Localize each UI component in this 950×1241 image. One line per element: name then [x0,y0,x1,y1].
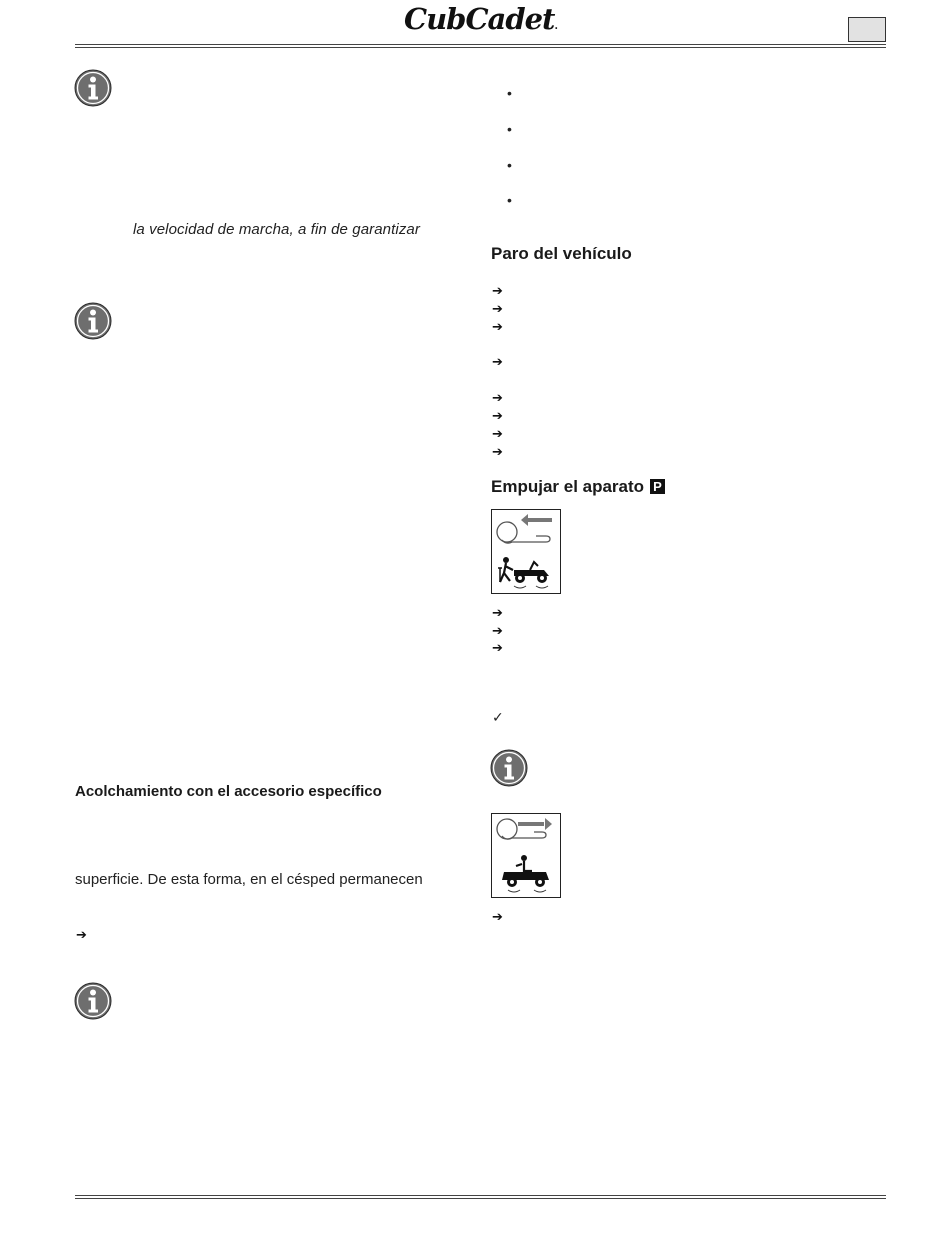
arrow-bullet: ➔ [492,283,503,298]
arrow-bullet: ➔ [492,354,503,369]
check-mark: ✓ [492,709,504,725]
arrow-bullet: ➔ [76,927,87,942]
body-text-line: superficie. De esta forma, en el césped permanecen [75,871,423,888]
arrow-bullet: ➔ [492,605,503,620]
list-bullet: • [507,192,512,208]
arrow-bullet: ➔ [492,623,503,638]
heading-push-machine [491,477,665,497]
arrow-bullet: ➔ [492,301,503,316]
parking-badge: P [650,479,665,494]
arrow-bullet: ➔ [492,909,503,924]
info-icon [74,982,112,1020]
info-icon [74,302,112,340]
header-rule [75,44,886,45]
heading-stop-vehicle: Paro del vehículo [491,244,632,263]
list-bullet: • [507,85,512,101]
arrow-bullet: ➔ [492,426,503,441]
brand-logo-text: CubCadet [404,2,555,36]
info-icon [490,749,528,787]
arrow-bullet: ➔ [492,319,503,334]
language-tab-box [848,17,886,42]
arrow-bullet: ➔ [492,390,503,405]
brand-logo [404,2,557,36]
heading-push-text: Empujar el aparato [491,477,645,496]
italic-text-line: la velocidad de marcha, a fin de garantizar [133,221,420,238]
push-mower-pictogram [491,509,561,594]
heading-mulching: Acolchamiento con el accesorio específico [75,783,382,800]
arrow-bullet: ➔ [492,408,503,423]
footer-rule-secondary [75,1198,886,1199]
drive-mower-pictogram [491,813,561,898]
info-icon [74,69,112,107]
footer-rule [75,1195,886,1196]
arrow-bullet: ➔ [492,444,503,459]
list-bullet: • [507,157,512,173]
list-bullet: • [507,121,512,137]
header-rule-secondary [75,47,886,48]
brand-logo-mark: . [554,21,557,32]
arrow-bullet: ➔ [492,640,503,655]
